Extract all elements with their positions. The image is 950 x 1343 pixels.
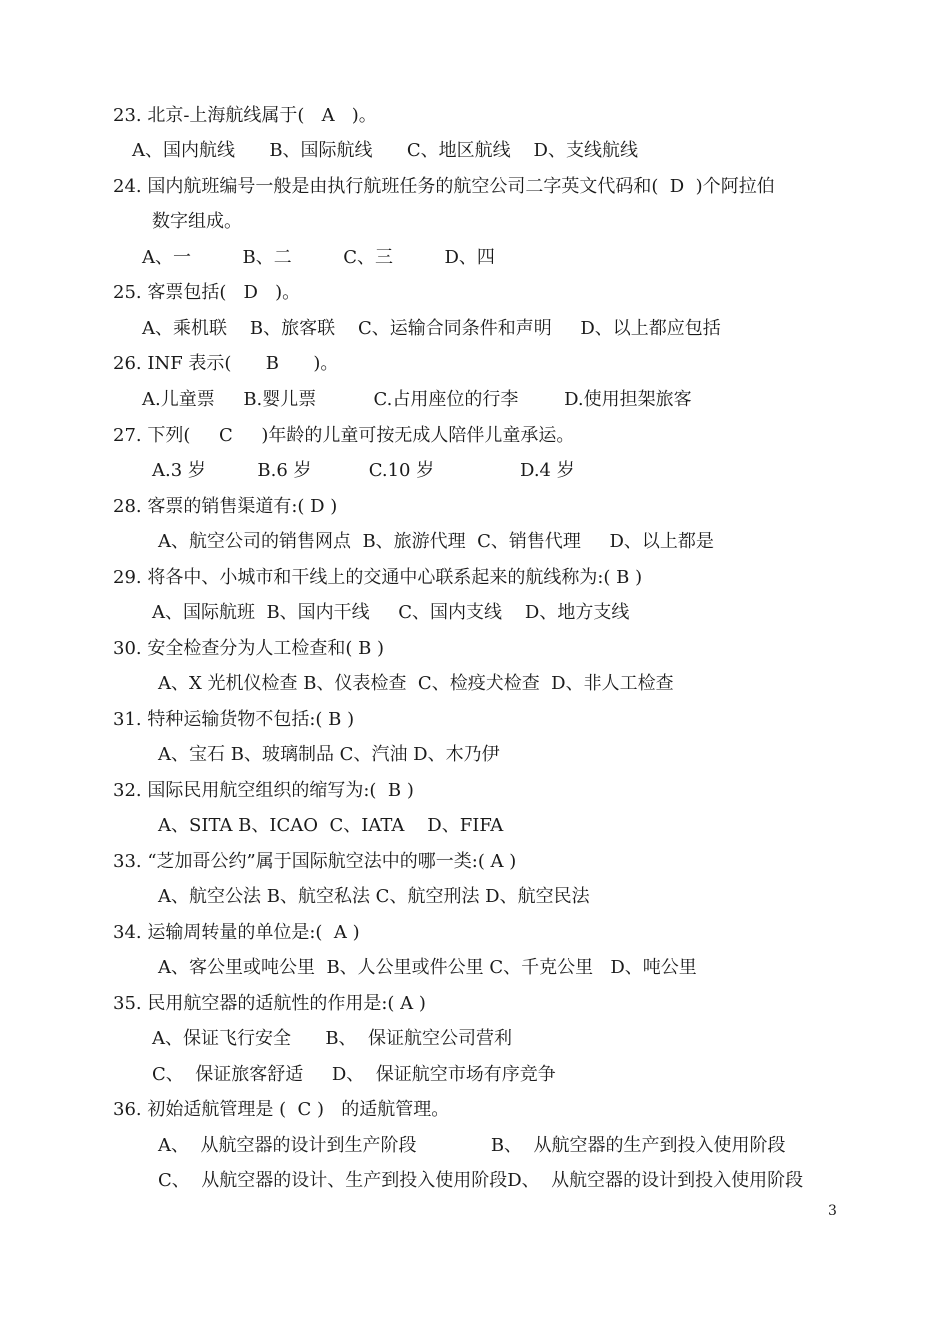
q23-options: A、国内航线 B、国际航线 C、地区航线 D、支线航线 bbox=[132, 140, 638, 161]
q35: 35. 民用航空器的适航性的作用是:( A ) bbox=[113, 993, 426, 1014]
q36-options-cd: C、 从航空器的设计、生产到投入使用阶段D、 从航空器的设计到投入使用阶段 bbox=[158, 1170, 804, 1191]
q31-options: A、宝石 B、玻璃制品 C、汽油 D、木乃伊 bbox=[158, 744, 500, 765]
q34: 34. 运输周转量的单位是:( A ) bbox=[113, 922, 360, 943]
q35-options-ab: A、保证飞行安全 B、 保证航空公司营利 bbox=[152, 1028, 512, 1049]
q35-options-cd: C、 保证旅客舒适 D、 保证航空市场有序竞争 bbox=[152, 1064, 556, 1085]
q28: 28. 客票的销售渠道有:( D ) bbox=[113, 496, 338, 517]
q33: 33. “芝加哥公约”属于国际航空法中的哪一类:( A ) bbox=[113, 851, 517, 872]
q26-options: A.儿童票 B.婴儿票 C.占用座位的行李 D.使用担架旅客 bbox=[142, 389, 692, 410]
q34-options: A、客公里或吨公里 B、人公里或件公里 C、千克公里 D、吨公里 bbox=[158, 957, 697, 978]
q33-options: A、航空公法 B、航空私法 C、航空刑法 D、航空民法 bbox=[158, 886, 590, 907]
q30: 30. 安全检查分为人工检查和( B ) bbox=[113, 638, 385, 659]
q27: 27. 下列( C )年龄的儿童可按无成人陪伴儿童承运。 bbox=[113, 425, 575, 446]
q24: 24. 国内航班编号一般是由执行航班任务的航空公司二字英文代码和( D )个阿拉伯 bbox=[113, 176, 775, 197]
q29: 29. 将各中、小城市和干线上的交通中心联系起来的航线称为:( B ) bbox=[113, 567, 643, 588]
q23: 23. 北京-上海航线属于( A )。 bbox=[113, 105, 377, 126]
q27-options: A.3 岁 B.6 岁 C.10 岁 D.4 岁 bbox=[152, 460, 575, 481]
q24-options: A、一 B、二 C、三 D、四 bbox=[142, 247, 495, 268]
q25: 25. 客票包括( D )。 bbox=[113, 282, 301, 303]
q29-options: A、国际航班 B、国内干线 C、国内支线 D、地方支线 bbox=[152, 602, 630, 623]
q32-options: A、SITA B、ICAO C、IATA D、FIFA bbox=[158, 815, 504, 836]
q36-options-ab: A、 从航空器的设计到生产阶段 B、 从航空器的生产到投入使用阶段 bbox=[158, 1135, 786, 1156]
q30-options: A、X 光机仪检查 B、仪表检查 C、检疫犬检查 D、非人工检查 bbox=[158, 673, 674, 694]
q26: 26. INF 表示( B )。 bbox=[113, 353, 339, 374]
page-number: 3 bbox=[828, 1203, 837, 1219]
q25-options: A、乘机联 B、旅客联 C、运输合同条件和声明 D、以上都应包括 bbox=[142, 318, 721, 339]
q31: 31. 特种运输货物不包括:( B ) bbox=[113, 709, 355, 730]
q28-options: A、航空公司的销售网点 B、旅游代理 C、销售代理 D、以上都是 bbox=[158, 531, 714, 552]
q24-continuation: 数字组成。 bbox=[152, 211, 242, 232]
q36: 36. 初始适航管理是 ( C ) 的适航管理。 bbox=[113, 1099, 450, 1120]
q32: 32. 国际民用航空组织的缩写为:( B ) bbox=[113, 780, 414, 801]
